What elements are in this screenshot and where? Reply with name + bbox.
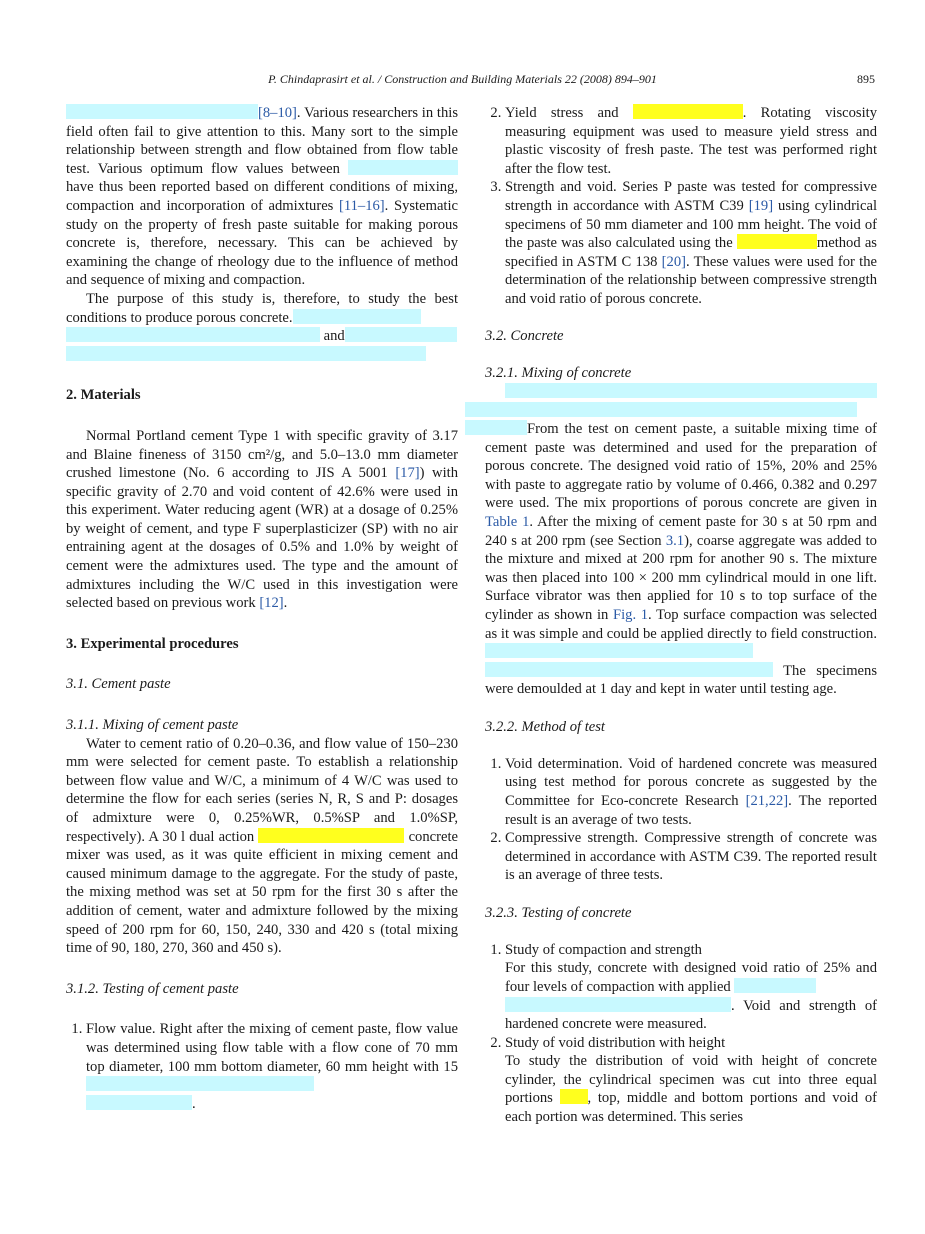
text-run: . Rotating viscosity measuring equipment was used to measure yield stress and plastic viscosity of fresh paste. The test was performed right after the flow test. — [505, 105, 877, 177]
section-heading-procedures: 3. Experimental procedures — [66, 635, 239, 652]
text-run: For this study, concrete with designed void ratio of 25% and four levels of compaction with applied — [505, 960, 877, 995]
text-run: using cylindrical specimens of 50 mm diameter and 100 mm height. The void of the paste was also calculated using the — [505, 197, 877, 252]
citation-link[interactable]: [8–10] — [258, 105, 297, 121]
text-run: . — [283, 595, 288, 612]
citation-link[interactable]: [19] — [748, 197, 774, 214]
subsection-heading-testing-paste: 3.1.2. Testing of cement paste — [66, 980, 239, 997]
citation-link[interactable]: [11–16] — [339, 197, 385, 214]
text-run: Water to cement ratio of 0.20–0.36, and flow value of 150–230 mm were selected for cement paste. To establish a relationship between flow value and W/C, a minimum of 4 W/C was used to determine the flow for each series (series N, R, S and P: dosages of admixture were 0, 0.25%WR, 0.5%SP and 1.0%SP, respectively). A 30 l dual action — [66, 735, 458, 845]
redaction-highlight — [66, 327, 320, 342]
mixing-paragraph — [66, 735, 458, 958]
subsection-heading-mixing-concrete: 3.2.1. Mixing of concrete — [485, 365, 632, 382]
text-run: Yield stress and — [505, 105, 633, 121]
text-run: Void determination. Void of hardened concrete was measured using test method for porous concrete as suggested by the Committee for Eco-concrete Research — [505, 755, 877, 809]
redaction-highlight — [86, 1095, 192, 1110]
redaction-highlight — [66, 346, 426, 361]
text-run: ) with specific gravity of 2.70 and void content of 42.6% were used in this experiment. Water reducing agent (WR) at a dosage of 0.25% by weight of cement, and type F superplasticizer (SP) with no air entraining agent at the dosages of 0.5% and 1.0% by weight of cement were the admixtures used. The type and the amount of admixtures including the W/C used in this investigation were selected based on previous work — [66, 465, 458, 612]
text-run: Study of void distribution with height — [505, 1034, 726, 1051]
redaction-highlight — [560, 1089, 588, 1104]
text-run: From the test on cement paste, a suitable mixing time of cement paste was determined and used for the preparation of porous concrete. The designed void ratio of 15%, 20% and 25% with paste to aggregate ratio by volume of 0.466, 0.382 and 0.297 were used. The mix proportions of porous concrete are given in — [485, 421, 877, 512]
right-column — [485, 104, 877, 1127]
concrete-method-list — [485, 755, 877, 885]
section-heading-materials: 2. Materials — [66, 387, 141, 404]
list-item-flow — [86, 1020, 458, 1113]
section-link[interactable]: 3.1 — [665, 532, 685, 549]
citation-link[interactable]: [17] — [395, 465, 420, 482]
redaction-highlight — [485, 643, 753, 658]
citation-link[interactable]: [21,22] — [745, 792, 789, 809]
text-run: The purpose of this study is, therefore, to study the best conditions to produce porous concrete. — [66, 290, 458, 326]
text-run: and — [323, 328, 345, 345]
redaction-highlight — [465, 402, 857, 417]
redaction-highlight — [86, 1076, 314, 1091]
table-link[interactable]: Table 1 — [485, 514, 530, 531]
redaction-highlight — [734, 978, 816, 993]
list-item-compressive-strength: 2. Compressive strength. Compressive strength of concrete was determined in accordance with ASTM C39. The reported result is an average of three tests. — [505, 829, 877, 885]
citation-link[interactable]: [12] — [259, 595, 284, 612]
text-run: . The reported result is an average of two tests. — [505, 792, 877, 828]
running-header — [0, 72, 925, 90]
redaction-highlight — [633, 104, 743, 119]
subsection-heading-mixing-paste: 3.1.1. Mixing of cement paste — [66, 717, 239, 734]
materials-paragraph — [66, 427, 458, 613]
text-run: . Top surface compaction was selected as it was simple and could be applied directly to field construction. — [485, 607, 878, 642]
text-run: Study of compaction and strength — [505, 941, 702, 958]
list-item-strength-void — [505, 178, 877, 308]
subsection-heading-method-of-test: 3.2.2. Method of test — [485, 718, 605, 735]
text-run: To study the distribution of void with height of concrete cylinder, the cylindrical specimen was cut into three equal portions — [505, 1053, 877, 1107]
figure-link[interactable]: Fig. 1 — [612, 607, 649, 624]
text-run: . Systematic study on the property of fresh paste suitable for making porous concrete is, therefore, necessary. This can be achieved by examining the change of rheology due to the influence of method and sequence of mixing and compaction. — [66, 197, 459, 289]
text-run: have thus been reported based on different conditions of mixing, compaction and incorporation of admixtures — [66, 179, 458, 214]
redaction-highlight — [258, 828, 404, 843]
redaction-highlight — [737, 234, 817, 249]
text-run: ), coarse aggregate was added to the mixture and mixed at 200 rpm for another 90 s. The mixture was then placed into 100 × 200 mm cylindrical mould in one lift. Surface vibrator was then applied for 10 s to top surface of the cylinder as shown in — [485, 532, 877, 624]
paste-test-list — [66, 1020, 458, 1113]
redaction-highlight — [505, 383, 877, 398]
text-run: . These values were used for the determination of the relationship between compressive strength and void ratio of porous concrete. — [505, 253, 877, 307]
text-run: . After the mixing of cement paste for 30 s at 50 rpm and 240 s at 200 rpm (see Section — [485, 514, 877, 549]
text-run: Strength and void. Series P paste was tested for compressive strength in accordance with ASTM C39 — [505, 179, 877, 214]
page-number: 895 — [857, 72, 875, 86]
list-item-void-distribution — [505, 1034, 877, 1127]
redaction-highlight — [66, 104, 258, 119]
list-item-void-determination — [505, 755, 877, 829]
redaction-highlight — [465, 420, 527, 435]
list-item-yield-stress — [505, 104, 877, 178]
concrete-testing-list — [485, 941, 877, 1127]
list-item-compaction-strength — [505, 941, 877, 1034]
redaction-highlight — [345, 327, 457, 342]
text-run: concrete mixer was used, as it was quite efficient in mixing cement and caused minimum damage to the aggregate. For the study of paste, the mixing method was set at 50 rpm for the first 30 s after the addition of cement, water and admixture followed by the mixing speed of 200 rpm for 60, 150, 240, 330 and 420 s (total mixing time of 90, 180, 270, 360 and 450 s). — [66, 828, 458, 957]
intro-paragraph — [66, 104, 458, 290]
redaction-highlight — [485, 662, 773, 677]
text-run: method as specified in ASTM C 138 — [505, 235, 877, 270]
text-run: . Void and strength of hardened concrete were measured. — [505, 997, 877, 1033]
left-column — [66, 104, 458, 1113]
text-run: . — [192, 1095, 196, 1112]
redaction-highlight — [348, 160, 458, 175]
citation-link[interactable]: [20] — [661, 253, 686, 270]
text-run: The specimens were demoulded at 1 day and kept in water until testing age. — [485, 662, 877, 698]
subsection-heading-testing-concrete: 3.2.3. Testing of concrete — [485, 904, 632, 921]
paste-test-list-continued — [485, 104, 877, 309]
text-run: Normal Portland cement Type 1 with specific gravity of 3.17 and Blaine fineness of 3150 cm²/g, and 5.0–13.0 mm diameter crushed limestone (No. 6 according to JIS A 5001 — [66, 427, 458, 482]
redaction-highlight — [505, 997, 731, 1012]
running-title: P. Chindaprasirt et al. / Construction and Building Materials 22 (2008) 894–901 — [268, 72, 657, 86]
text-run: Flow value. Right after the mixing of cement paste, flow value was determined using flow table with a flow cone of 70 mm top diameter, 100 mm bottom diameter, 60 mm height with 15 — [86, 1021, 458, 1075]
subsection-heading-concrete: 3.2. Concrete — [485, 328, 564, 345]
subsection-heading-cement-paste: 3.1. Cement paste — [66, 676, 171, 693]
text-run: , top, middle and bottom portions and void of each portion was determined. This series — [505, 1090, 877, 1126]
purpose-paragraph — [66, 290, 458, 364]
redaction-highlight — [293, 309, 421, 324]
text-run: . Various researchers in this field often fail to give attention to this. Many sort to the simple relationship between strength and flow obtained from flow table test. Various optimum flow values between — [66, 105, 458, 177]
concrete-mixing-paragraph — [485, 383, 877, 699]
